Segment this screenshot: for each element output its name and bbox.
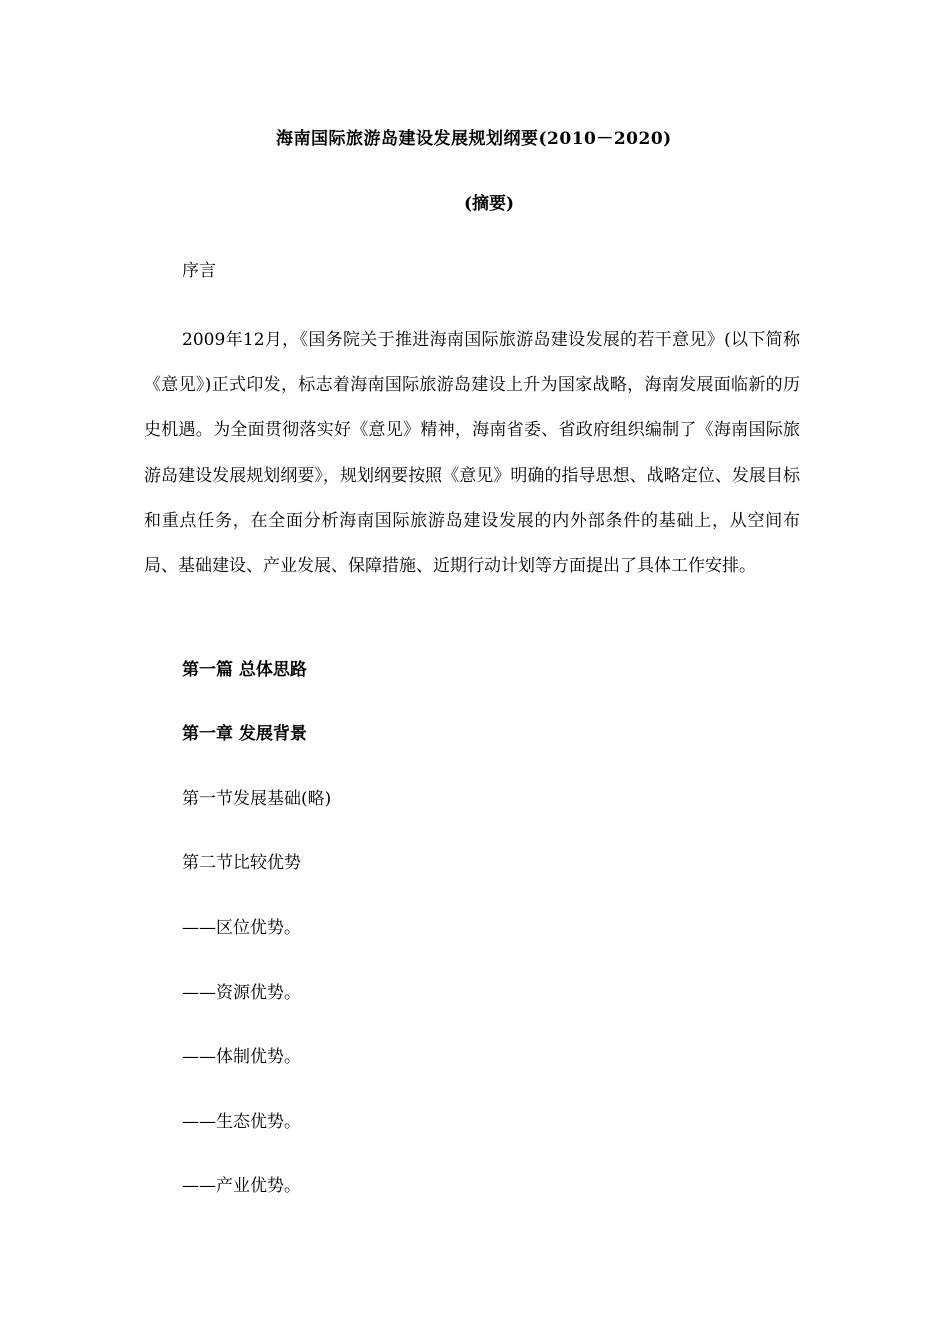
section-heading: 第二节比较优势 xyxy=(182,853,301,873)
preface-heading: 序言 xyxy=(182,261,216,281)
chapter-heading: 第一章 发展背景 xyxy=(182,724,307,744)
advantage-item: ——生态优势。 xyxy=(182,1112,301,1132)
advantage-item: ——资源优势。 xyxy=(182,983,301,1003)
document-title: 海南国际旅游岛建设发展规划纲要(2010－2020) xyxy=(276,129,672,149)
preface-paragraph: 2009年12月，《国务院关于推进海南国际旅游岛建设发展的若干意见》(以下简称《意见》)正式印发，标志着海南国际旅游岛建设上升为国家战略，海南发展面临新的历史机遇。为全面贯彻落实好《意见》精神，海南省委、省政府组织编制了《海南国际旅游岛建设发展规划纲要》，规划纲要按照《意见》明确的指导思想、战略定位、发展目标和重点任务，在全面分析海南国际旅游岛建设发展的内外部条件的基础上，从空间布局、基础建设、产业发展、保障措施、近期行动计划等方面提出了具体工作安排。 xyxy=(144,330,800,577)
advantage-item: ——区位优势。 xyxy=(182,918,301,938)
advantage-item: ——体制优势。 xyxy=(182,1047,301,1067)
advantage-item: ——产业优势。 xyxy=(182,1176,301,1196)
part-heading: 第一篇 总体思路 xyxy=(182,660,307,680)
section-heading: 第一节发展基础(略) xyxy=(182,789,332,809)
document-subtitle: (摘要) xyxy=(464,194,515,214)
